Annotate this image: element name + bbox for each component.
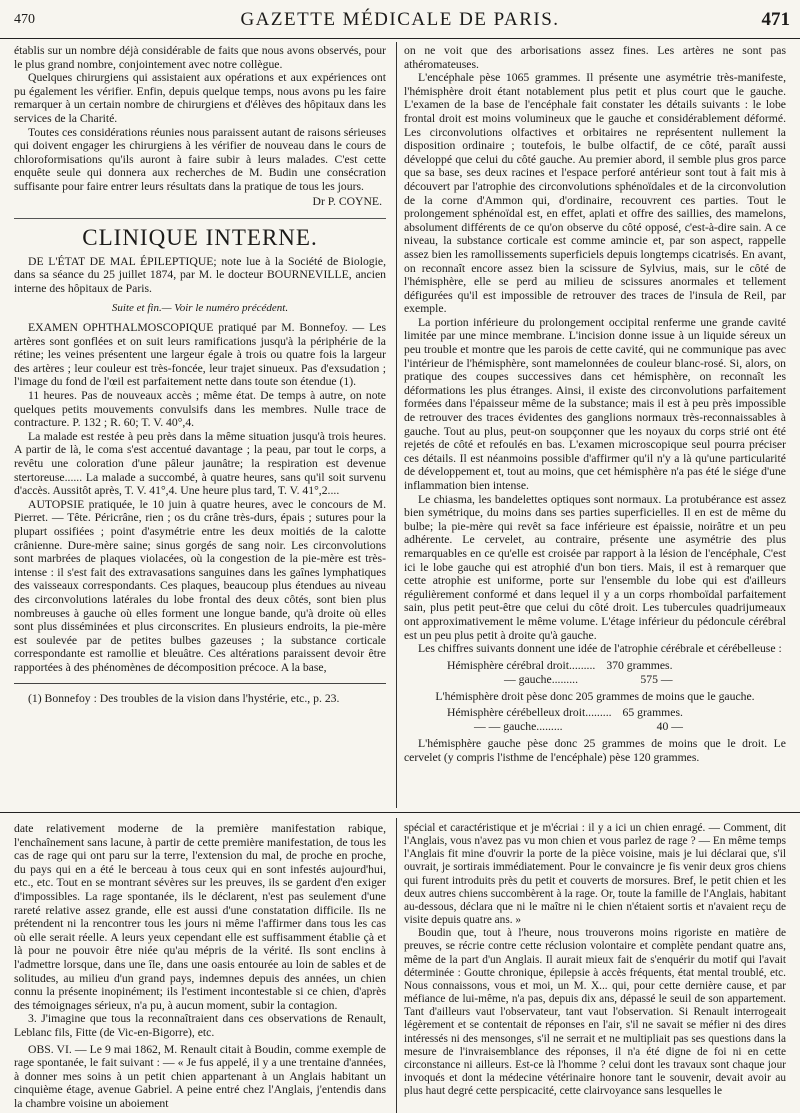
footnote [14, 683, 386, 706]
cerebellar-weight-table [444, 706, 686, 734]
table-cell-label: Hémisphère cérébelleux droit......... [447, 706, 612, 720]
paragraph: L'hémisphère gauche pèse donc 25 grammes de moins que le droit. Le cervelet (y compris l'isthme de l'encéphale) pèse 120 grammes. [404, 737, 786, 764]
left-column-bottom [14, 822, 386, 1113]
section-divider [0, 812, 800, 813]
paragraph: Toutes ces considérations réunies nous paraissent autant de raisons sérieuses qui doivent engager les chirurgiens à les vérifier de nouveau dans le cours de chloroformisations qu'ils auront à faire subir à leurs malades. C'est cette enquête seule qui donnera aux recherches de M. Budin une consécration suffisante pour faire entrer leurs résultats dans la pratique de tous les jours. [14, 125, 386, 193]
paragraph: 3. J'imagine que tous la reconnaîtraient dans ces observations de Renault, Leblanc fils, Fitte (de Vic-en-Bigorre), etc. [14, 1012, 386, 1039]
table-row [444, 673, 676, 687]
right-column-top [404, 44, 786, 810]
paragraph: Le chiasma, les bandelettes optiques sont normaux. La protubérance est assez bien symétrique, du moins dans ses parties superficielles. Il en est de même du bulbe; la pie-mère qui revêt sa face inférieure est épaissie, noirâtre et un peu adhérente. Le cervelet, au contraire, présente une asymétrie des plus remarquables en ce qu'elle est croisée par rapport à la lésion de l'encéphale, C'est ici le lobe gauche qui est atrophié d'un bon tiers. Mais, il est à remarquer que cette atrophie est uniforme, porte sur l'ensemble du lobe qui est d'ailleurs régulièrement conformé et dans lequel il y a un corps rhomboïdal parfaitement sain, plus petit peut-être que celui du côté droit. Les tubercules quadrijumeaux ont approximativement le même volume. L'étage inférieur du pédoncule cérébral est un peu plus petit à droite qu'à gauche. [404, 492, 786, 642]
right-column-bottom [404, 822, 786, 1113]
article-title: DE L'ÉTAT DE MAL ÉPILEPTIQUE; note lue à la Société de Biologie, dans sa séance du 25 juillet 1874, par M. le docteur BOURNEVILLE, ancien interne des hôpitaux de Paris. [14, 254, 386, 295]
table-row [444, 706, 686, 720]
table-cell-value: 575 — [640, 672, 673, 686]
column-divider-top [396, 42, 397, 808]
paragraph: 11 heures. Pas de nouveaux accès ; même état. De temps à autre, on note quelques petits mouvements convulsifs dans les membres. Nulle trace de contracture. P. 132 ; R. 60; T. V. 40°,4. [14, 389, 386, 430]
paragraph: date relativement moderne de la première manifestation rabique, l'enchaînement sans lacune, à partir de cette première manifestation, de tous les cas de rage qui ont paru sur la terre, l'extension du mal, de proche en proche, du pays qui en a été le berceau à tous ceux qui en sont infestés aujourd'hui, etc., etc. Tout en se montrant sévères sur les preuves, ils se gardent d'en exiger d'impossibles. La rage spontanée, ils le déclarent, n'est pas seulement d'une rareté relative assez grande, elle est aussi d'une constatation difficile. Ils ne prétendent ni la rencontrer tous les jours ni même l'affirmer dans tous les cas où elle serait réelle. A leurs yeux cependant elle est suffisamment établie çà et là pour ne pouvoir être niée qu'au mépris de la vérité. Ils sont enclins à l'admettre lorsque, dans une île, dans une oasis entourée au loin de sables et de solitudes, au milieu d'un grand pays, indemnes depuis des années, un chien connu la présente inopinément; ils l'estiment incontestable si ce chien, d'après des témoignages sérieux, n'a pu, à aucun moment, subir la contagion. [14, 822, 386, 1012]
paragraph: OBS. VI. — Le 9 mai 1862, M. Renault citait à Boudin, comme exemple de rage spontanée, le fait suivant : — « Je fus appelé, il y a une trentaine d'années, à donner mes soins à un petit chien appartenant à un Anglais habitant un cinquième étage, avenue Gabriel. A peine entré chez l'Anglais, j'entendis dans la chambre voisine un aboiement [14, 1042, 386, 1110]
page-number: 471 [761, 9, 790, 30]
paragraph: EXAMEN OPHTHALMOSCOPIQUE pratiqué par M. Bonnefoy. — Les artères sont gonflées et on suit leurs ramifications jusqu'à la périphérie de la rétine; les veines présentent une largeur égale à trois ou quatre fois la largeur des artères ; leur couleur est très-foncée, leur trajet sinueux. Pas d'exsudation ; l'image du fond de l'œil est parfaitement nette dans toute son étendue (1). [14, 321, 386, 389]
paragraph: Boudin que, tout à l'heure, nous trouverons moins rigoriste en matière de preuves, se récrie contre cette réclusion volontaire et complète pendant quatre ans, même de la part d'un Anglais. Il aurait mieux fait de s'enquérir du motif qui l'avait déterminée : Goutte chronique, épilepsie à accès fréquents, état mental troublé, etc. Nous connaissons, vous et moi, un M. X... qui, pour cette dernière cause, et par méfiance de lui-même, n'a pas, depuis dix ans, dépassé le seuil de son appartement. Tant d'ailleurs vaut l'observateur, tant vaut l'observation. Si Renault interrogeait légèrement et se contentait de réponses en l'air, s'il ne savait se méfier ni des dires intéressés ni des mensonges, s'il ne serrait et ne multipliait pas ses questions dans la mesure de l'invraisemblance des réponses, il n'a été digne de foi ni en cette circonstance ni ailleurs. Est-ce là l'homme ? celui dont les travaux sont chaque jour invoqués et dont la médecine vétérinaire honore tant le souvenir, devait avoir au plus haut degré cette perspicacité, cette clairvoyance sans lesquelles le [404, 927, 786, 1098]
paragraph: on ne voit que des arborisations assez fines. Les artères ne sont pas athéromateuses. [404, 44, 786, 71]
section-title: CLINIQUE INTERNE. [14, 218, 386, 245]
table-cell-value: 65 grammes. [622, 706, 683, 720]
paragraph: Quelques chirurgiens qui assistaient aux opérations et aux expériences ont pu également les vérifier. Enfin, depuis quelque temps, nous avons pu les faire remarquer à un certain nombre de chirurgiens et d'élèves des hôpitaux dans les services de la Charité. [14, 71, 386, 125]
paragraph: La portion inférieure du prolongement occipital renferme une grande cavité limitée par une mince membrane. L'incision donne issue à un liquide séreux un peu trouble et montre que les parois de cette cavité, qui ne communique pas avec l'intérieur de l'hémisphère, sont mamelonnées de couleur blanc-rosé. Si, alors, on pratique des coupes successives dans cet hémisphère, on reconnaît les déformations les plus étranges. Ainsi, il existe des circonvolutions parfaitement formées dans l'épaisseur même de la substance; mais il est à peu près impossible de retrouver des traces évidentes des ganglions normaux très-reconnaissables à gauche. Tout au plus, peut-on soupçonner que les noyaux du corps strié ont été rejetés de côté et refoulés en bas. L'examen microscopique seul pourra préciser ces détails. Il est néanmoins possible d'affirmer qu'il n'y a là qu'une particularité de développement et, tout au moins, que cet hémisphère n'a pas été le siége d'une inflammation bien intense. [404, 315, 786, 492]
left-column-top [14, 44, 386, 810]
paragraph: L'encéphale pèse 1065 grammes. Il présente une asymétrie très-manifeste, l'hémisphère droit étant notablement plus petit et plus court que le gauche. L'examen de la base de l'encéphale fait constater les détails suivants : le lobe frontal droit est moins volumineux que le gauche et considérablement déformé. Les circonvolutions olfactives et orbitaires ne représentent nullement la disposition ordinaire ; toutefois, le bulbe olfactif, de ce côté, paraît aussi développé que celui du côté gauche. Au premier abord, il semble plus gros parce que sa base, ses deux racines et l'espace perforé antérieur sont tout à fait mis à découvert par l'atrophie des circonvolutions sphénoïdales et de la circonvolution de la corne d'Ammon qui, d'ordinaire, recouvrent ces parties. Tout le prolongement sphénoïdal est, en effet, aplati et offre des saillies, des mamelons, absolument différents de ce qu'on observe du côté opposé, c'est-à-dire sain. A ce niveau, la substance corticale est comme amincie et, par son aspect, rappelle assez bien les ramollissements superficiels depuis longtemps cicatrisés. En avant, on reconnaît encore assez bien la scissure de Sylvius, mais, sur le côté de l'hémisphère, elle se perd au milieu de scissures anormales et tellement défigurées qu'il est impossible de retrouver des traces de l'insula de Reil, par exemple. [404, 71, 786, 316]
continuation-note: Suite et fin.— Voir le numéro précédent. [111, 301, 289, 314]
table-cell-value: 40 — [656, 720, 683, 734]
table-row [444, 720, 686, 734]
paragraph: L'hémisphère droit pèse donc 205 grammes de moins que le gauche. [435, 689, 755, 703]
table-row [444, 659, 676, 673]
paragraph: établis sur un nombre déjà considérable de faits que nous avons observés, pour le plus grand nombre, conjointement avec notre collègue. [14, 44, 386, 71]
table-cell-label: — — gauche......... [474, 720, 563, 734]
author-signature: Dr P. COYNE. [312, 194, 382, 208]
page-header [0, 0, 800, 39]
table-cell-value: 370 grammes. [606, 658, 673, 672]
table-cell-label: Hémisphère cérébral droit......... [447, 658, 596, 672]
cerebral-weight-table [444, 659, 676, 687]
paragraph: Les chiffres suivants donnent une idée de l'atrophie cérébrale et cérébelleuse : [418, 642, 782, 656]
journal-title: GAZETTE MÉDICALE DE PARIS. [240, 9, 560, 30]
column-divider-bottom [396, 818, 397, 1113]
paragraph: AUTOPSIE pratiquée, le 10 juin à quatre heures, avec le concours de M. Pierret. — Tête. Péricrâne, rien ; os du crâne très-durs, épais ; sutures pour la plupart ossifiées ; point d'asymétrie entre les deux moitiés de la calotte crânienne. Dure-mère saine; sinus gorgés de sang noir. Les circonvolutions sont marbrées de plaques violacées, où la congestion de la pie-mère est très-intense : il s'est fait des extravasations sanguines dans les gaînes lymphatiques des vaisseaux correspondants. Ces plaques, beaucoup plus étendues au niveau des circonvolutions latérales du lobe frontal des deux côtés, sont bien plus nombreuses à gauche où elles forment une longue bande, qu'à droite où elles sont plus disséminées et plus circonscrites. En plusieurs endroits, la pie-mère est soulevée par de petites bulbes gazeuses ; la substance corticale correspondante est ramollie et bleuâtre. Ces altérations paraissent devoir être rapportées à des phénomènes de décomposition précoce. A la base, [14, 497, 386, 674]
table-cell-label: — gauche......... [504, 672, 578, 686]
paragraph: spécial et caractéristique et je m'écriai : il y a ici un chien enragé. — Comment, dit l'Anglais, vous n'avez pas vu mon chien et vous parlez de rage ? — En même temps l'Anglais fit mine d'ouvrir la porte de la pièce voisine, mais je lui déclarai que, s'il ouvrait, je sortirais immédiatement. Pour le convaincre je fis venir deux gros chiens qui furent introduits près du petit et couverts de morsures. Bref, le petit chien et les deux autres chiens succombèrent à la rage. Or, toute la famille de l'Anglais, habitant au-dessous, déclara que ni le maître ni le chien n'étaient sortis et n'avaient reçu de visite depuis quatre ans. » [404, 822, 786, 927]
previous-page-number: 470 [14, 12, 35, 27]
paragraph: La malade est restée à peu près dans la même situation jusqu'à trois heures. A partir de là, le coma s'est accentué davantage ; la peau, par tout le corps, a revêtu une coloration d'une pâleur jaunâtre; la respiration est devenue stertoreuse...... La malade a succombé, à quatre heures, sans qu'il soit survenu d'accès. Aussitôt après, T. V. 41°,4. Une heure plus tard, T. V. 41°,2.... [14, 429, 386, 498]
footnote-text: (1) Bonnefoy : Des troubles de la vision dans l'hystérie, etc., p. 23. [28, 691, 340, 705]
